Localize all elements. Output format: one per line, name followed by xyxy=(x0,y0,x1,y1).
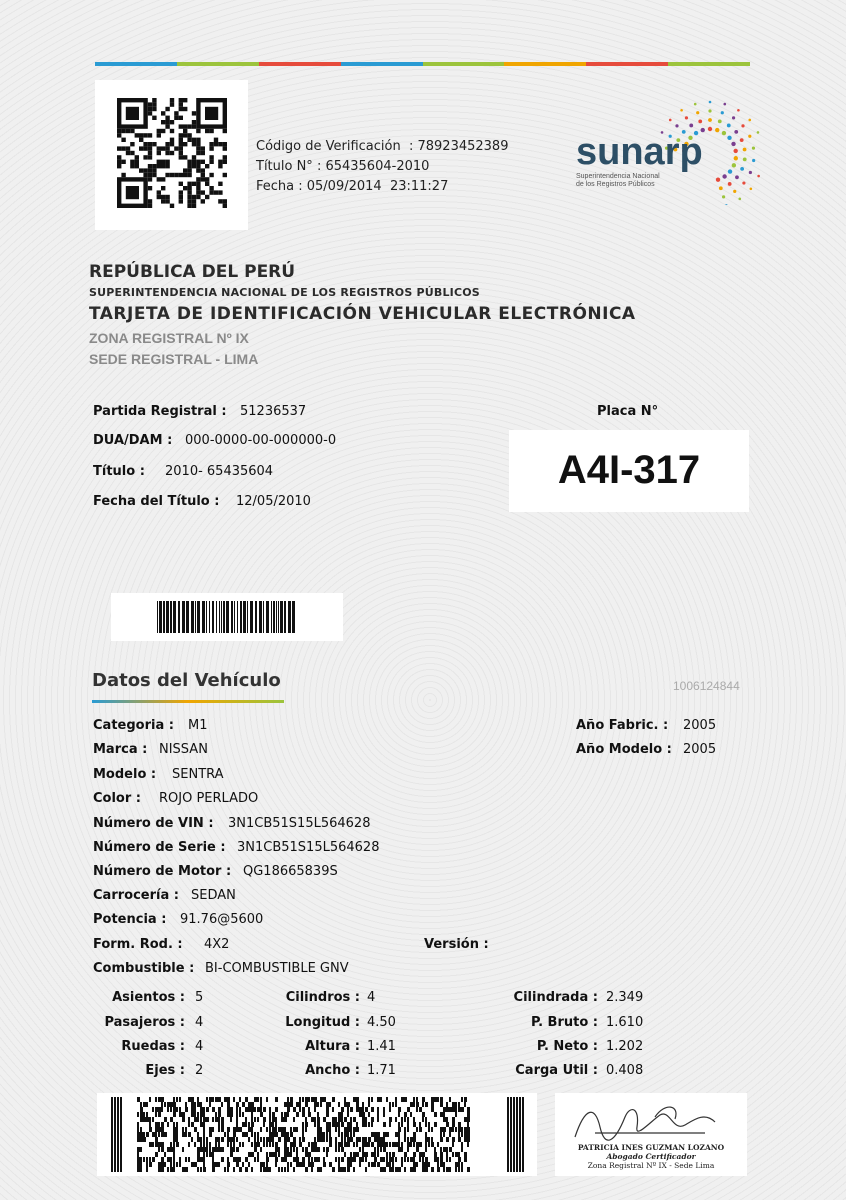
titulo-label: Título : xyxy=(93,464,145,479)
combustible-value: BI-COMBUSTIBLE GNV xyxy=(205,961,349,976)
logo-subtitle xyxy=(576,173,696,189)
serie-value: 3N1CB51S15L564628 xyxy=(237,840,380,855)
carga-util-value: 0.408 xyxy=(606,1063,644,1078)
ejes-value: 2 xyxy=(195,1063,204,1078)
altura-value: 1.41 xyxy=(367,1039,396,1054)
carroceria-value: SEDAN xyxy=(191,888,236,903)
pdf417-barcode-icon xyxy=(97,1093,537,1176)
pasajeros-value: 4 xyxy=(195,1015,204,1030)
partida-label: Partida Registral : xyxy=(93,404,227,419)
formrod-label: Form. Rod. : xyxy=(93,937,183,952)
vin-value: 3N1CB51S15L564628 xyxy=(228,816,371,831)
asientos-value: 5 xyxy=(195,990,204,1005)
barcode-small xyxy=(111,593,343,641)
ruedas-label: Ruedas : xyxy=(121,1039,185,1054)
serie-label: Número de Serie : xyxy=(93,840,226,855)
ano-modelo-value: 2005 xyxy=(683,742,717,757)
barcode-icon xyxy=(111,593,343,641)
issue-date: Fecha : 05/09/2014 23:11:27 xyxy=(256,179,449,194)
sunarp-logo xyxy=(570,95,760,205)
cilindros-value: 4 xyxy=(367,990,376,1005)
ancho-label: Ancho : xyxy=(305,1063,360,1078)
pbruto-value: 1.610 xyxy=(606,1015,644,1030)
partida-value: 51236537 xyxy=(240,404,307,419)
title-number: Título N° : 65435604-2010 xyxy=(256,159,430,174)
ano-fabric-label: Año Fabric. : xyxy=(576,718,669,733)
motor-label: Número de Motor : xyxy=(93,864,232,879)
signer-zone: Zona Registral Nº IX - Sede Lima xyxy=(587,1161,715,1170)
pasajeros-label: Pasajeros : xyxy=(104,1015,185,1030)
color-value: ROJO PERLADO xyxy=(159,791,259,806)
logo-subtitle-1: Superintendencia Nacional xyxy=(576,173,660,180)
ano-fabric-value: 2005 xyxy=(683,718,717,733)
placa-label: Placa N° xyxy=(597,404,659,419)
longitud-value: 4.50 xyxy=(367,1015,396,1030)
ruedas-value: 4 xyxy=(195,1039,204,1054)
asientos-label: Asientos : xyxy=(112,990,185,1005)
version-label: Versión : xyxy=(424,937,489,952)
section-underline xyxy=(92,700,284,703)
combustible-label: Combustible : xyxy=(93,961,195,976)
dua-value: 000-0000-00-000000-0 xyxy=(185,433,337,448)
dua-label: DUA/DAM : xyxy=(93,433,173,448)
altura-label: Altura : xyxy=(305,1039,360,1054)
motor-value: QG18665839S xyxy=(243,864,338,879)
top-color-stripe xyxy=(95,62,750,66)
document-title: TARJETA DE IDENTIFICACIÓN VEHICULAR ELECTRÓNICA xyxy=(89,304,636,324)
categoria-label: Categoria : xyxy=(93,718,174,733)
verification-code: Código de Verificación : 78923452389 xyxy=(256,139,509,154)
verification-block xyxy=(256,137,508,197)
country-heading: REPÚBLICA DEL PERÚ xyxy=(89,262,296,282)
signer-role: Abogado Certificador xyxy=(606,1152,696,1161)
logo-subtitle-2: de los Registros Públicos xyxy=(576,181,655,188)
office-heading: SEDE REGISTRAL - LIMA xyxy=(89,351,259,367)
vin-label: Número de VIN : xyxy=(93,816,214,831)
pbruto-label: P. Bruto : xyxy=(530,1015,598,1030)
vehicle-section-title: Datos del Vehículo xyxy=(92,670,281,691)
titulo-value: 2010- 65435604 xyxy=(165,464,274,479)
ancho-value: 1.71 xyxy=(367,1063,396,1078)
fecha-titulo-value: 12/05/2010 xyxy=(236,494,311,509)
cilindros-label: Cilindros : xyxy=(285,990,360,1005)
signature-icon xyxy=(555,1097,747,1147)
signer-name: PATRICIA INES GUZMAN LOZANO xyxy=(577,1143,725,1152)
plate-box xyxy=(509,430,749,512)
modelo-value: SENTRA xyxy=(172,767,224,782)
plate-number: A4I-317 xyxy=(557,448,701,492)
cilindrada-label: Cilindrada : xyxy=(513,990,598,1005)
pdf417-barcode xyxy=(97,1093,537,1176)
zone-heading: ZONA REGISTRAL Nº IX xyxy=(89,330,249,346)
marca-value: NISSAN xyxy=(159,742,208,757)
qr-code-icon xyxy=(117,98,227,210)
marca-label: Marca : xyxy=(93,742,148,757)
categoria-value: M1 xyxy=(188,718,208,733)
ano-modelo-label: Año Modelo : xyxy=(576,742,672,757)
longitud-label: Longitud : xyxy=(285,1015,360,1030)
potencia-value: 91.76@5600 xyxy=(180,912,264,927)
agency-heading: SUPERINTENDENCIA NACIONAL DE LOS REGISTROS PÚBLICOS xyxy=(89,286,480,299)
pneto-label: P. Neto : xyxy=(536,1039,598,1054)
carroceria-label: Carrocería : xyxy=(93,888,179,903)
ejes-label: Ejes : xyxy=(145,1063,185,1078)
qr-code xyxy=(95,80,248,230)
serial-number: 1006124844 xyxy=(673,679,740,693)
pneto-value: 1.202 xyxy=(606,1039,644,1054)
cilindrada-value: 2.349 xyxy=(606,990,644,1005)
modelo-label: Modelo : xyxy=(93,767,157,782)
color-label: Color : xyxy=(93,791,141,806)
signature-block xyxy=(555,1093,747,1176)
carga-util-label: Carga Util : xyxy=(515,1063,598,1078)
formrod-value: 4X2 xyxy=(204,937,230,952)
potencia-label: Potencia : xyxy=(93,912,167,927)
logo-name: sunarp xyxy=(576,131,703,173)
fecha-titulo-label: Fecha del Título : xyxy=(93,494,220,509)
